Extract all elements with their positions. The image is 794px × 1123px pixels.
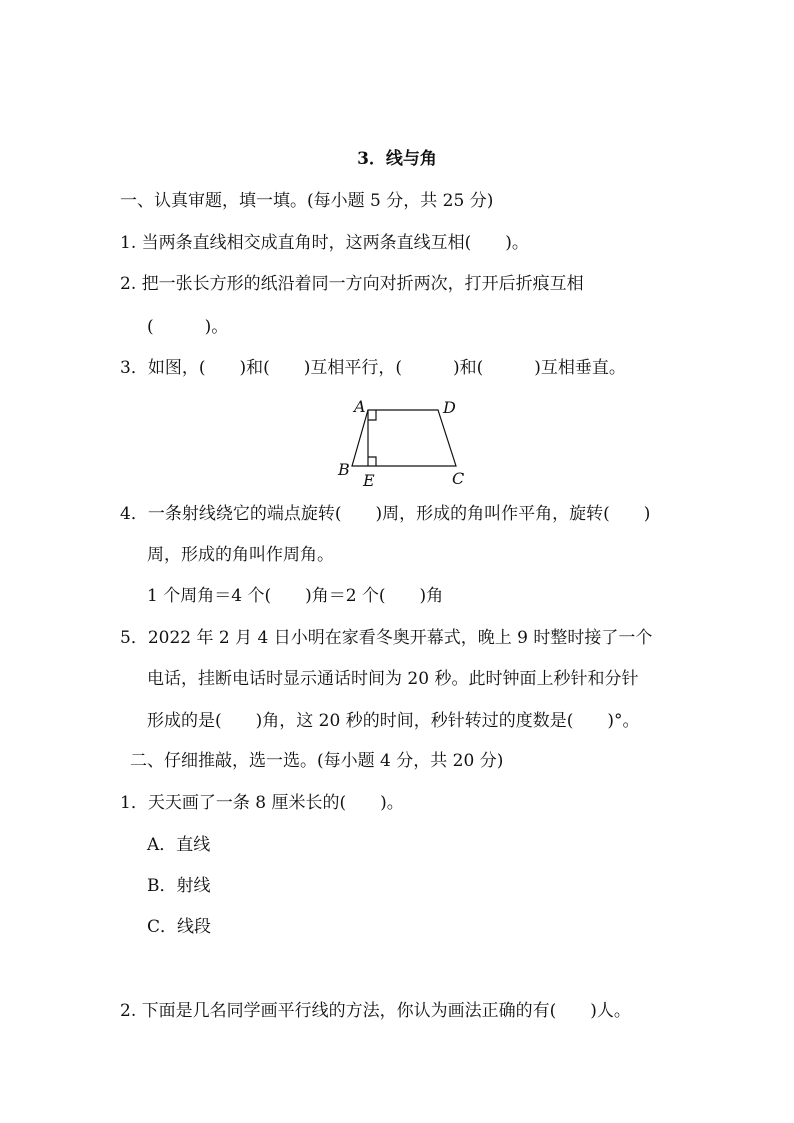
question-2-2: 2. 下面是几名同学画平行线的方法，你认为画法正确的有( )人。	[120, 1001, 631, 1021]
question-1-4-line3: 1 个周角＝4 个( )角＝2 个( )角	[147, 586, 444, 606]
question-1-2-line1: 2. 把一张长方形的纸沿着同一方向对折两次，打开后折痕互相	[120, 274, 584, 294]
label-a: A	[354, 397, 366, 416]
option-c: C．线段	[147, 917, 212, 937]
question-1-3: 3．如图，( )和( )互相平行，( )和( )互相垂直。	[120, 358, 626, 378]
right-angle-mark-bottom	[368, 457, 376, 466]
label-b: B	[338, 460, 350, 479]
question-1-1: 1. 当两条直线相交成直角时，这两条直线互相( )。	[120, 233, 529, 253]
question-1-5-line2: 电话，挂断电话时显示通话时间为 20 秒。此时钟面上秒针和分针	[147, 669, 639, 689]
section1-heading: 一、认真审题，填一填。(每小题 5 分，共 25 分)	[120, 191, 494, 211]
option-a: A．直线	[147, 835, 211, 855]
label-e: E	[363, 471, 375, 490]
right-angle-mark-top	[368, 410, 376, 420]
label-c: C	[452, 469, 465, 488]
question-1-4-line1: 4．一条射线绕它的端点旋转( )周，形成的角叫作平角，旋转( )	[120, 504, 651, 524]
label-d: D	[443, 398, 456, 417]
section2-heading: 二、仔细推敲，选一选。(每小题 4 分，共 20 分)	[130, 751, 504, 771]
question-1-5-line1: 5．2022 年 2 月 4 日小明在家看冬奥开幕式，晚上 9 时整时接了一个	[120, 628, 653, 648]
page-title: 3．线与角	[357, 149, 437, 169]
question-1-5-line3: 形成的是( )角，这 20 秒的时间，秒针转过的度数是( )°。	[147, 711, 640, 731]
question-2-1: 1．天天画了一条 8 厘米长的( )。	[120, 793, 404, 813]
question-1-2-line2: ( )。	[147, 317, 229, 337]
question-1-4-line2: 周，形成的角叫作周角。	[147, 545, 334, 565]
trapezoid-figure	[332, 394, 472, 490]
option-b: B．射线	[147, 876, 211, 896]
